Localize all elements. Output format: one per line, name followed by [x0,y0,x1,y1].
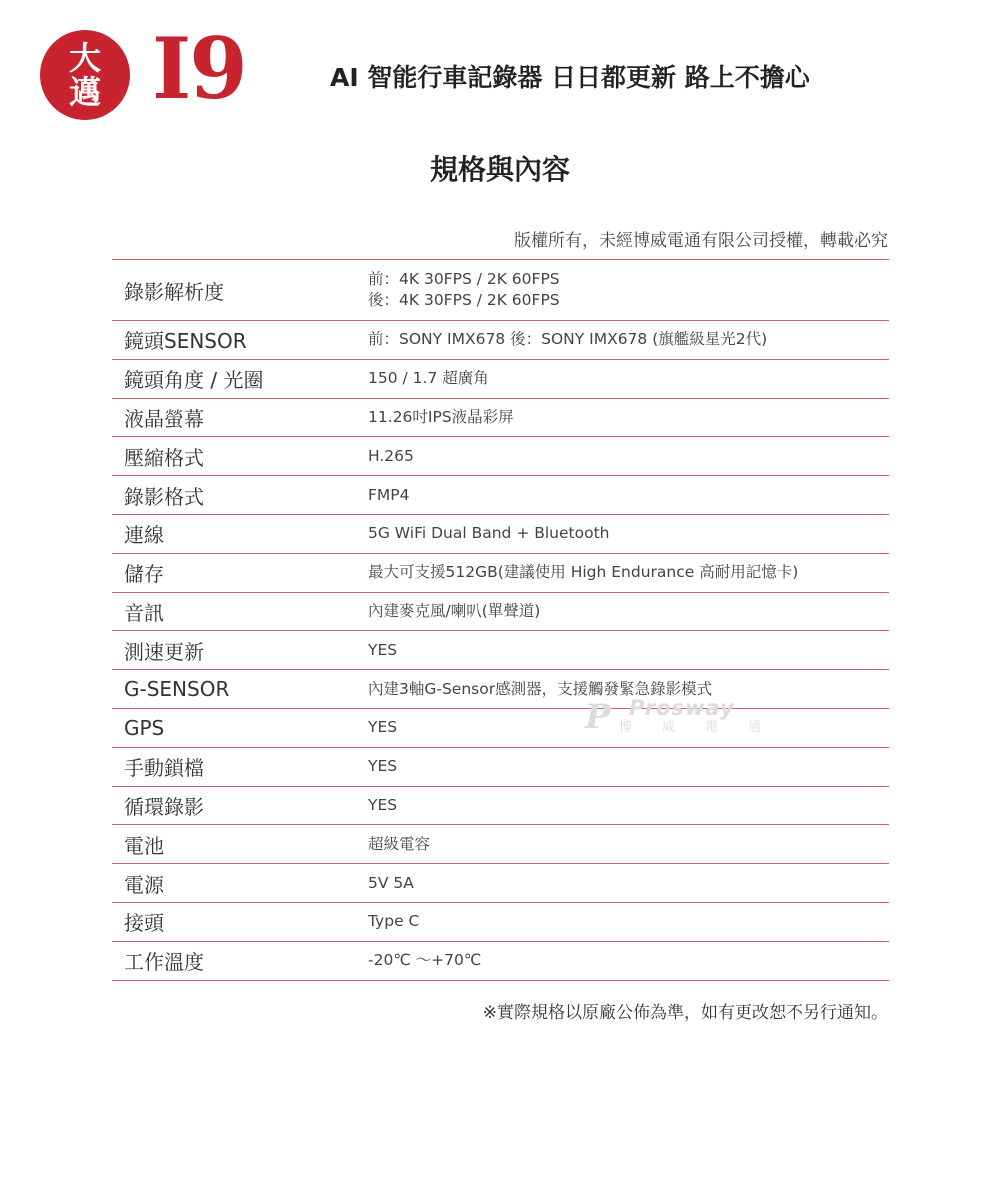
watermark-text: Prosway [629,696,735,720]
header [0,0,1000,130]
spec-row-connector [112,903,889,942]
spec-value [368,269,889,311]
spec-table [112,259,889,981]
brand-logo-char-2: 邁 [68,73,101,111]
spec-value: 最大可支援512GB(建議使用 High Endurance 高耐用記憶卡) [368,563,799,582]
spec-label: 測速更新 [124,639,204,664]
spec-label: 錄影解析度 [124,279,224,304]
spec-value: 超級電容 [368,834,431,853]
spec-row-storage [112,554,889,593]
spec-value: 內建麥克風/喇叭(單聲道) [368,601,541,620]
spec-value: YES [368,757,398,776]
spec-row-speed-camera [112,631,889,670]
copyright-notice: 版權所有，未經博威電通有限公司授權，轉載必究 [514,231,888,251]
spec-value: -20℃ ～+70℃ [368,951,482,970]
spec-label: G-SENSOR [124,677,230,702]
spec-value: FMP4 [368,485,410,504]
spec-row-power [112,864,889,903]
spec-row-audio [112,593,889,632]
spec-value: 150 / 1.7 超廣角 [368,369,489,388]
tagline: AI 智能行車記錄器 日日都更新 路上不擔心 [330,63,810,92]
spec-row-screen [112,399,889,438]
spec-row-gps [112,709,889,748]
spec-row-temperature [112,942,889,981]
spec-row-connection [112,515,889,554]
spec-label: 錄影格式 [124,484,204,509]
brand-logo-char-1: 大 [68,39,101,77]
spec-row-compression [112,437,889,476]
spec-row-loop-recording [112,787,889,826]
spec-row-sensor [112,321,889,360]
spec-label: 壓縮格式 [124,445,204,470]
model-name: I9 [152,19,246,118]
spec-value: 內建3軸G-Sensor感測器，支援觸發緊急錄影模式 [368,679,713,698]
spec-value: YES [368,640,398,659]
spec-value: 前：SONY IMX678 後：SONY IMX678 (旗艦級星光2代) [368,330,768,349]
spec-row-battery [112,825,889,864]
spec-label: 儲存 [124,562,164,587]
section-title: 規格與內容 [429,153,570,186]
spec-row-gsensor [112,670,889,709]
spec-label: 接頭 [124,911,164,936]
spec-row-resolution [112,260,889,321]
spec-label: 循環錄影 [124,794,204,819]
spec-value: 5V 5A [368,873,414,892]
spec-value-front: 前：4K 30FPS / 2K 60FPS [368,270,560,288]
spec-value: 11.26吋IPS液晶彩屏 [368,407,514,426]
spec-value-rear: 後：4K 30FPS / 2K 60FPS [368,291,560,309]
spec-label: 電源 [124,872,164,897]
spec-label: 工作溫度 [124,950,204,975]
watermark-mark: P [585,697,611,737]
spec-value: YES [368,718,398,737]
spec-label: 液晶螢幕 [124,406,204,431]
spec-row-angle [112,360,889,399]
spec-label: 連線 [124,523,164,548]
spec-value: H.265 [368,446,414,465]
watermark-subtext: 博威電通 [619,720,792,735]
spec-value: 5G WiFi Dual Band + Bluetooth [368,524,610,543]
spec-label: 電池 [124,833,164,858]
spec-label: 鏡頭SENSOR [124,329,247,354]
spec-value: Type C [368,912,420,931]
spec-value: YES [368,795,398,814]
disclaimer-footnote: ※實際規格以原廠公佈為準，如有更改恕不另行通知。 [482,1003,888,1023]
spec-label: 手動鎖檔 [124,756,204,781]
spec-label: 鏡頭角度 / 光圈 [124,368,264,393]
spec-row-format [112,476,889,515]
spec-label: GPS [124,715,165,740]
spec-label: 音訊 [124,600,164,625]
spec-row-manual-lock [112,748,889,787]
brand-logo [40,30,130,120]
